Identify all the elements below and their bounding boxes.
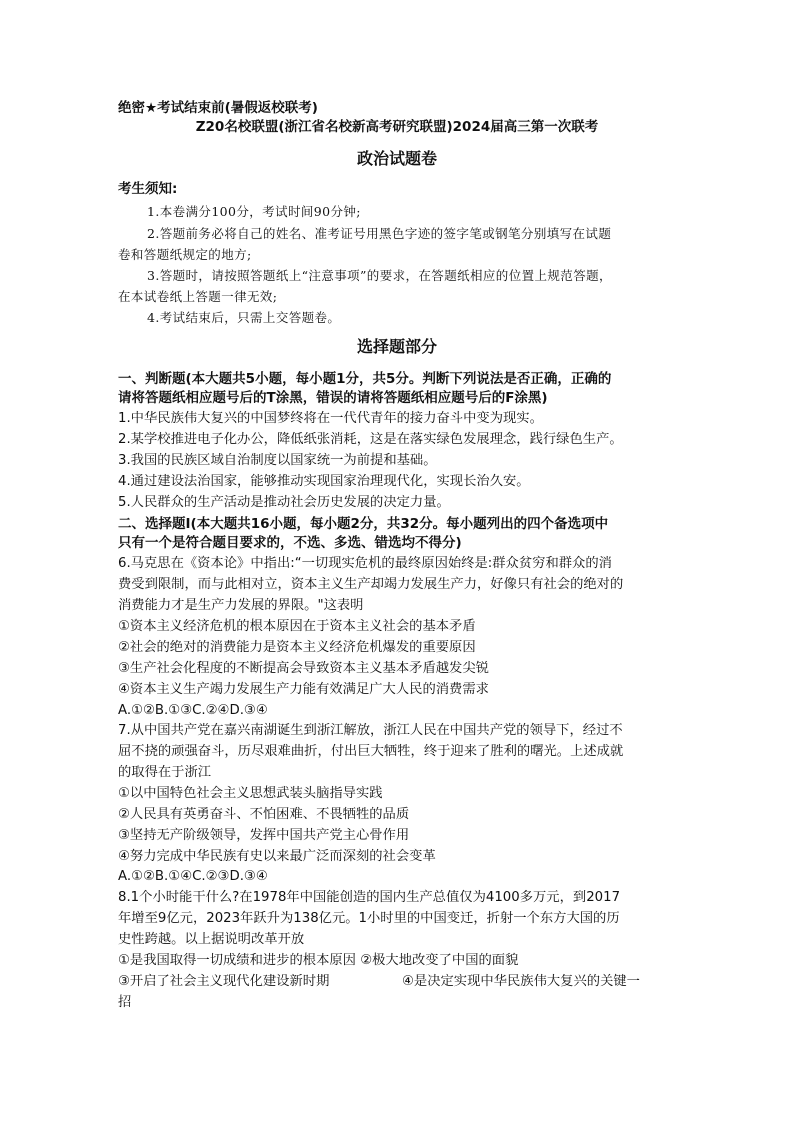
question-7-stem-end: 的取得在于浙江: [118, 765, 212, 780]
question-8-stem-cont: 年增至9亿元，2023年跃升为138亿元。1小时里的中国变迁，折射一个东方大国的历: [118, 911, 620, 926]
question-2: 2.某学校推进电子化办公，降低纸张消耗，这是在落实绿色发展理念，践行绿色生产。: [118, 432, 623, 447]
question-8-option-3: ③开启了社会主义现代化建设新时期: [118, 974, 330, 989]
question-7-answers: A.①②B.①④C.②③D.③④: [118, 869, 268, 884]
notice-item-4: 4.考试结束后，只需上交答题卷。: [147, 310, 341, 325]
question-8-stem-end: 史性跨越。以上据说明改革开放: [118, 932, 305, 947]
question-8-stem: 8.1个小时能干什么?在1978年中国能创造的国内生产总值仅为4100多万元，到2017: [118, 890, 621, 905]
part1-heading: 一、判断题(本大题共5小题，每小题1分，共5分。判断下列说法是否正确，正确的: [118, 371, 612, 387]
notice-item-3-cont: 在本试卷纸上答题一律无效;: [118, 289, 278, 304]
question-7-option-1: ①以中国特色社会主义思想武装头脑指导实践: [118, 786, 383, 801]
notice-item-3: 3.答题时，请按照答题纸上“注意事项”的要求，在答题纸相应的位置上规范答题，: [147, 268, 612, 283]
question-7-stem: 7.从中国共产党在嘉兴南湖诞生到浙江解放，浙江人民在中国共产党的领导下，经过不: [118, 723, 623, 738]
question-6-stem-end: 消费能力才是生产力发展的界限。"这表明: [118, 598, 364, 613]
question-1: 1.中华民族伟大复兴的中国梦终将在一代代青年的接力奋斗中变为现实。: [118, 411, 543, 426]
question-8-option-4-cont: 招: [118, 995, 132, 1010]
question-8-options-1-2: ①是我国取得一切成绩和进步的根本原因 ②极大地改变了中国的面貌: [118, 953, 519, 968]
notice-item-2-cont: 卷和答题纸规定的地方;: [118, 247, 252, 262]
notice-item-1: 1.本卷满分100分，考试时间90分钟;: [147, 204, 361, 219]
part2-heading-cont: 只有一个是符合题目要求的，不选、多选、错选均不得分): [118, 535, 462, 551]
question-7-stem-cont: 屈不挠的顽强奋斗，历尽艰难曲折，付出巨大牺牲，终于迎来了胜利的曙光。上述成就: [118, 744, 624, 759]
question-6-stem-cont: 费受到限制，而与此相对立，资本主义生产却竭力发展生产力，好像只有社会的绝对的: [118, 577, 624, 592]
notice-label: 考生须知:: [118, 181, 178, 197]
question-5: 5.人民群众的生产活动是推动社会历史发展的决定力量。: [118, 495, 450, 510]
question-7-option-4: ④努力完成中华民族有史以来最广泛而深刻的社会变革: [118, 849, 436, 864]
question-6-answers: A.①②B.①③C.②④D.③④: [118, 703, 268, 718]
question-8-option-4: ④是决定实现中华民族伟大复兴的关键一: [402, 974, 640, 989]
question-6-option-2: ②社会的绝对的消费能力是资本主义经济危机爆发的重要原因: [118, 640, 476, 655]
notice-item-2: 2.答题前务必将自己的姓名、准考证号用黑色字迹的签字笔或钢笔分别填写在试题: [147, 226, 612, 241]
question-6-option-4: ④资本主义生产竭力发展生产力能有效满足广大人民的消费需求: [118, 682, 489, 697]
section-title: 选择题部分: [356, 337, 437, 356]
question-4: 4.通过建设法治国家，能够推动实现国家治理现代化，实现长治久安。: [118, 474, 530, 489]
exam-name: Z20名校联盟(浙江省名校新高考研究联盟)2024届高三第一次联考: [195, 119, 599, 135]
paper-title: 政治试题卷: [356, 149, 437, 168]
question-6-option-3: ③生产社会化程度的不断提高会导致资本主义基本矛盾越发尖锐: [118, 661, 489, 676]
confidential-header: 绝密★考试结束前(暑假返校联考): [118, 100, 318, 116]
question-7-option-3: ③坚持无产阶级领导，发挥中国共产党主心骨作用: [118, 828, 410, 843]
part2-heading: 二、选择题Ⅰ(本大题共16小题，每小题2分，共32分。每小题列出的四个备选项中: [118, 516, 609, 532]
question-7-option-2: ②人民具有英勇奋斗、不怕困难、不畏牺牲的品质: [118, 807, 410, 822]
question-6-stem: 6.马克思在《资本论》中指出:“一切现实危机的最终原因始终是:群众贫穷和群众的消: [118, 556, 612, 571]
part1-heading-cont: 请将答题纸相应题号后的T涂黑，错误的请将答题纸相应题号后的F涂黑): [118, 390, 548, 406]
question-6-option-1: ①资本主义经济危机的根本原因在于资本主义社会的基本矛盾: [118, 619, 476, 634]
question-3: 3.我国的民族区域自治制度以国家统一为前提和基础。: [118, 453, 437, 468]
